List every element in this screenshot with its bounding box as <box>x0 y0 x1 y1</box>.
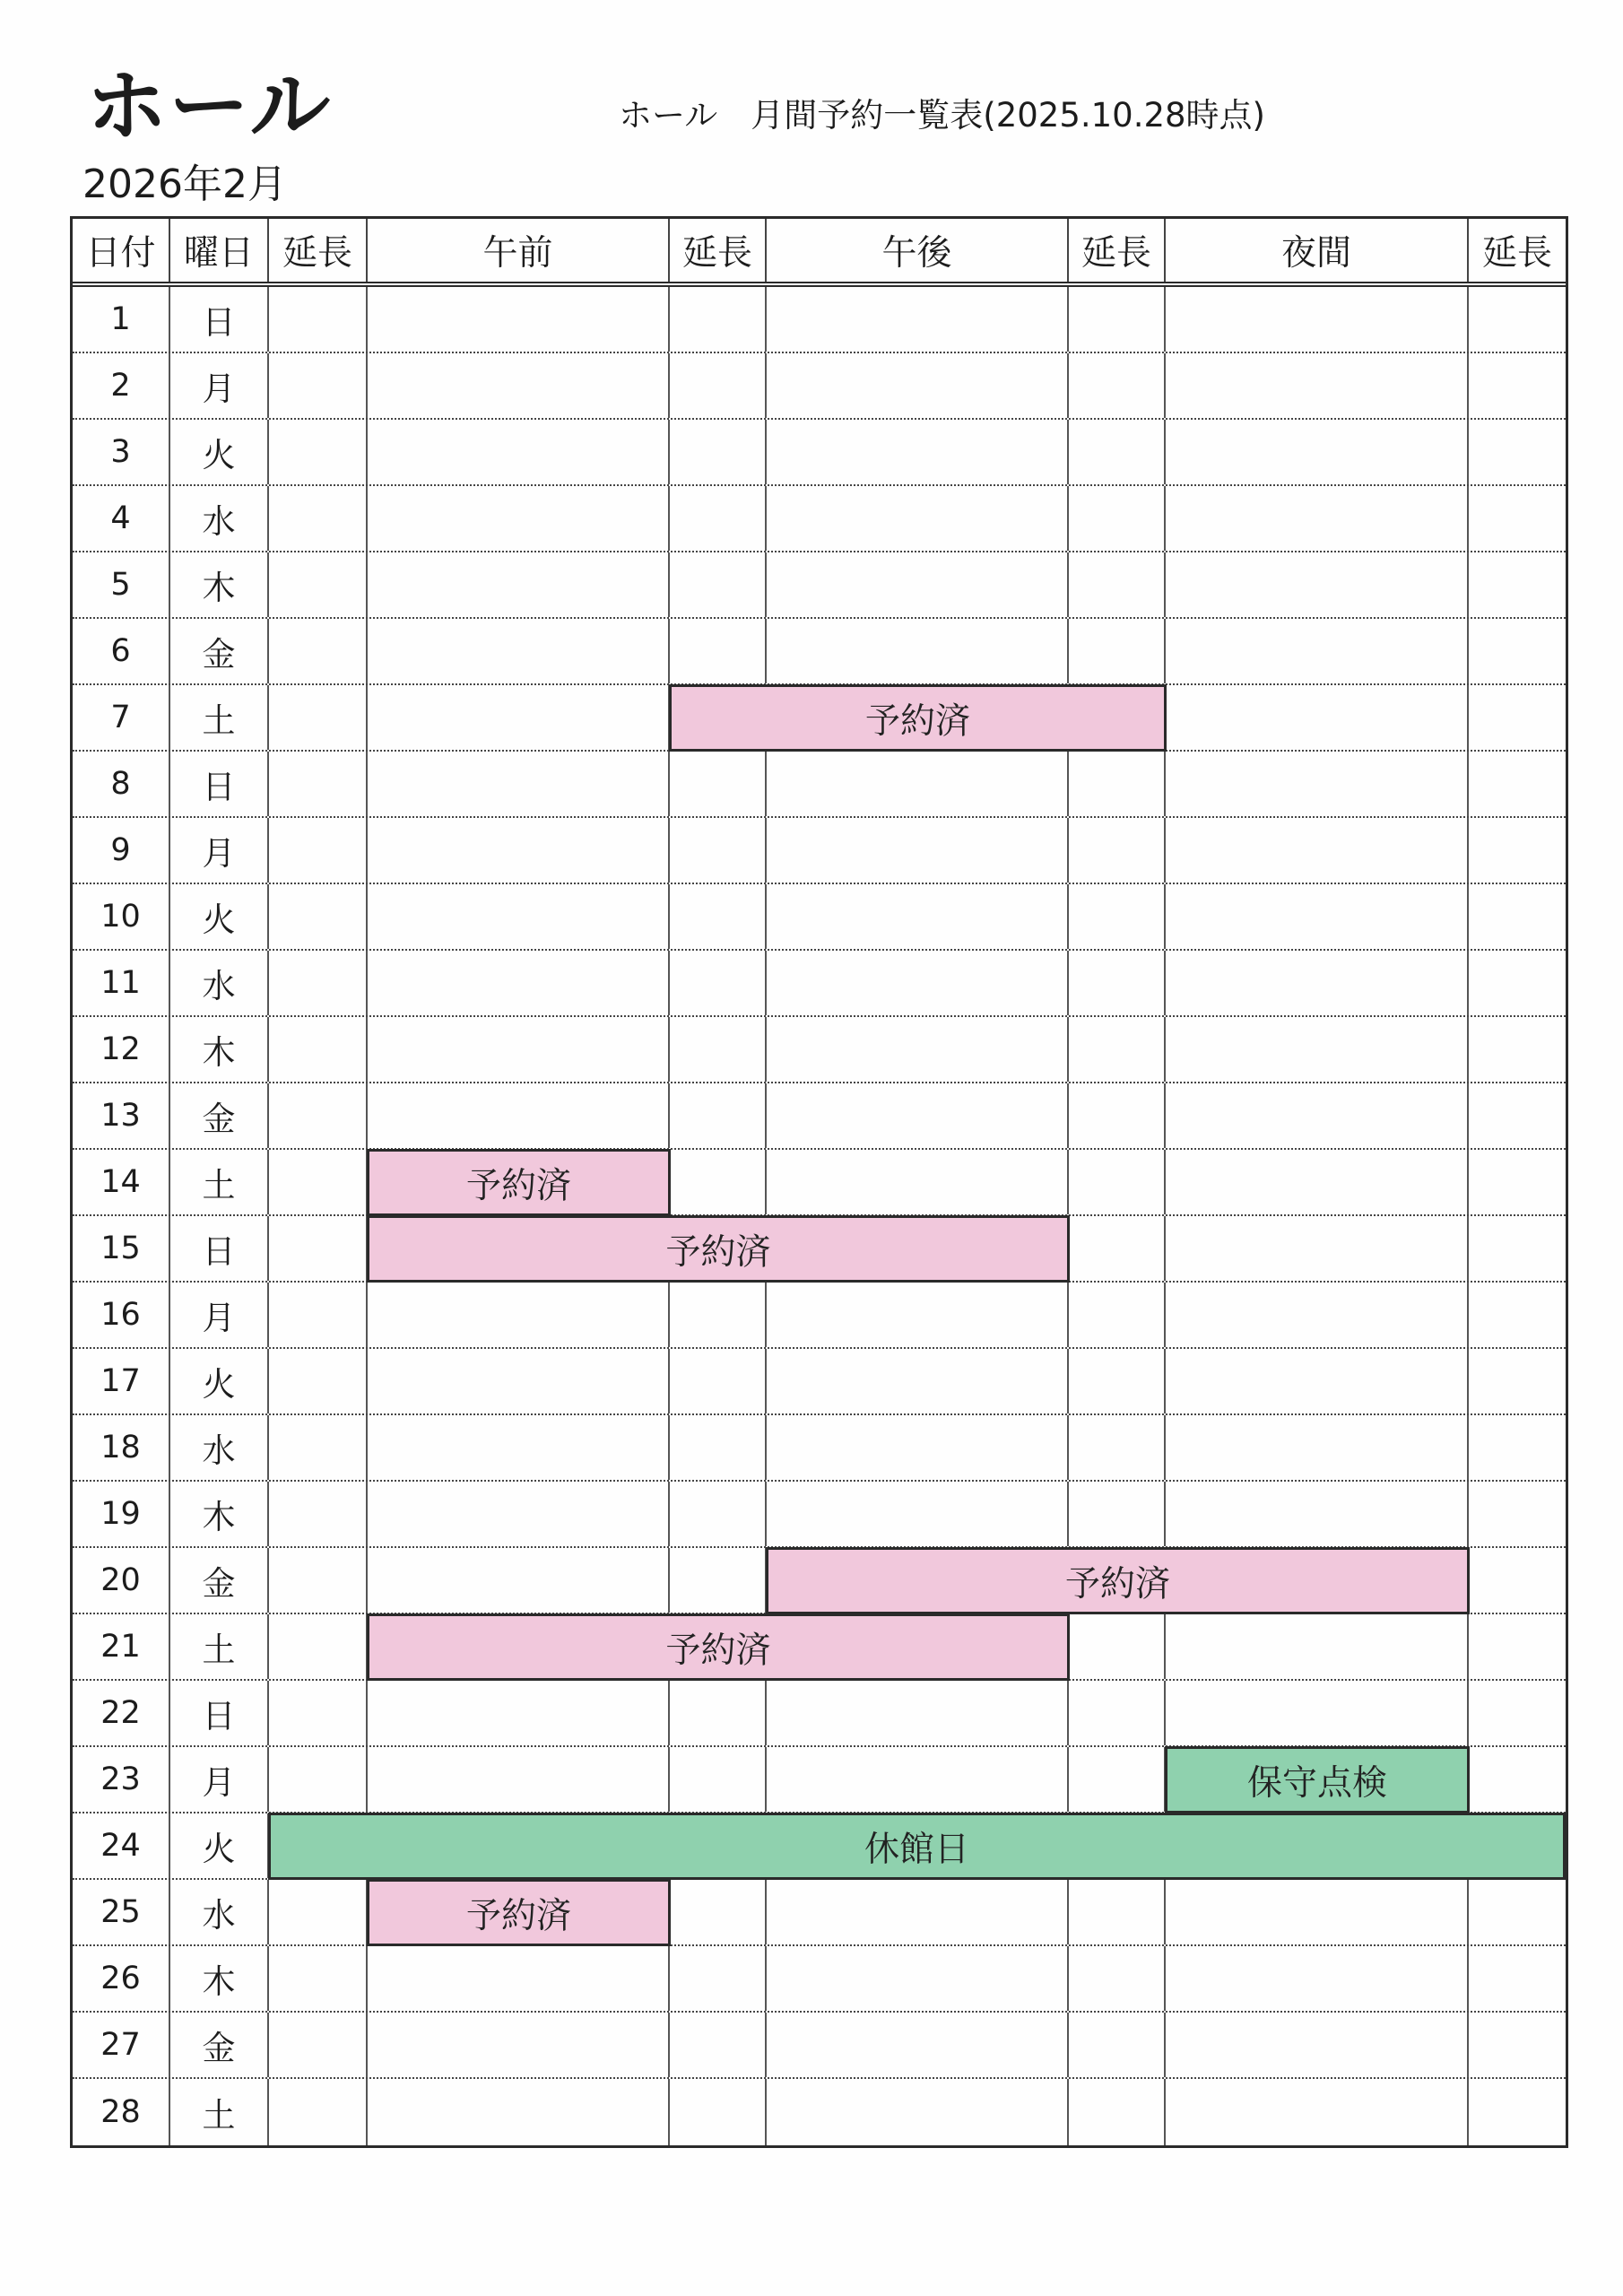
slot-cell <box>269 420 368 484</box>
weekday-cell: 土 <box>170 1150 269 1214</box>
slot-cell <box>1069 1083 1166 1148</box>
header-slot: 午後 <box>767 219 1069 282</box>
slot-cell <box>1166 884 1469 949</box>
slot-cell <box>1469 1017 1566 1082</box>
slot-cell <box>1069 818 1166 883</box>
slot-cell <box>1166 1482 1469 1546</box>
slot-cell <box>269 1747 368 1812</box>
header-slot: 延長 <box>269 219 368 282</box>
slot-cell <box>1469 1880 1566 1944</box>
booking-bar: 予約済 <box>367 1613 1070 1681</box>
slot-cell <box>767 1482 1069 1546</box>
slot-cell <box>1469 1482 1566 1546</box>
slot-cell <box>1069 2013 1166 2077</box>
slot-cell <box>1469 2013 1566 2077</box>
booking-bar: 予約済 <box>367 1215 1070 1283</box>
weekday-cell: 水 <box>170 486 269 551</box>
slot-cell <box>1469 353 1566 418</box>
slot-cell <box>269 1283 368 1347</box>
day-cell: 16 <box>73 1283 170 1347</box>
slot-cell <box>1069 420 1166 484</box>
day-cell: 28 <box>73 2079 170 2145</box>
slot-cell <box>1166 2079 1469 2145</box>
weekday-cell: 水 <box>170 951 269 1015</box>
slot-cell <box>1469 287 1566 352</box>
slot-cell <box>1166 1083 1469 1148</box>
schedule-subtitle: ホール 月間予約一覧表(2025.10.28時点) <box>619 96 1265 135</box>
booking-bar: 予約済 <box>367 1149 671 1216</box>
slot-cell <box>1069 287 1166 352</box>
table-row <box>73 486 1566 552</box>
day-cell: 2 <box>73 353 170 418</box>
day-cell: 4 <box>73 486 170 551</box>
slot-cell <box>368 2079 670 2145</box>
slot-cell <box>767 1017 1069 1082</box>
weekday-cell: 土 <box>170 1614 269 1679</box>
booking-bar: 予約済 <box>766 1547 1470 1614</box>
slot-cell <box>368 2013 670 2077</box>
slot-cell <box>670 1946 767 2011</box>
slot-cell <box>269 685 368 750</box>
header-slot: 午前 <box>368 219 670 282</box>
day-cell: 6 <box>73 619 170 683</box>
slot-cell <box>269 619 368 683</box>
weekday-cell: 土 <box>170 685 269 750</box>
slot-cell <box>1166 1216 1469 1281</box>
table-row <box>73 951 1566 1017</box>
table-row <box>73 1482 1566 1548</box>
slot-cell <box>1469 1349 1566 1413</box>
weekday-cell: 金 <box>170 619 269 683</box>
slot-cell <box>670 1083 767 1148</box>
day-cell: 10 <box>73 884 170 949</box>
weekday-cell: 金 <box>170 2013 269 2077</box>
slot-cell <box>1069 1946 1166 2011</box>
weekday-cell: 火 <box>170 420 269 484</box>
slot-cell <box>670 1349 767 1413</box>
slot-cell <box>767 818 1069 883</box>
slot-cell <box>368 1747 670 1812</box>
day-cell: 7 <box>73 685 170 750</box>
slot-cell <box>670 951 767 1015</box>
slot-cell <box>1166 1415 1469 1480</box>
slot-cell <box>368 1548 670 1613</box>
slot-cell <box>1166 1017 1469 1082</box>
table-row <box>73 1880 1566 1946</box>
slot-cell <box>1469 1150 1566 1214</box>
slot-cell <box>368 420 670 484</box>
slot-cell <box>1069 1150 1166 1214</box>
slot-cell <box>269 951 368 1015</box>
slot-cell <box>368 1946 670 2011</box>
slot-cell <box>1069 1216 1166 1281</box>
header-row <box>73 219 1566 287</box>
slot-cell <box>1166 287 1469 352</box>
slot-cell <box>269 2079 368 2145</box>
hall-title: ホール <box>86 59 333 153</box>
weekday-cell: 月 <box>170 1747 269 1812</box>
slot-cell <box>767 1283 1069 1347</box>
day-cell: 15 <box>73 1216 170 1281</box>
slot-cell <box>1469 685 1566 750</box>
slot-cell <box>269 818 368 883</box>
slot-cell <box>269 486 368 551</box>
slot-cell <box>670 1548 767 1613</box>
slot-cell <box>1069 486 1166 551</box>
slot-cell <box>1469 1946 1566 2011</box>
slot-cell <box>1166 420 1469 484</box>
slot-cell <box>767 353 1069 418</box>
slot-cell <box>767 2013 1069 2077</box>
weekday-cell: 金 <box>170 1083 269 1148</box>
slot-cell <box>670 1017 767 1082</box>
slot-cell <box>1166 1946 1469 2011</box>
table-row <box>73 1150 1566 1216</box>
weekday-cell: 日 <box>170 1216 269 1281</box>
slot-cell <box>1469 1216 1566 1281</box>
slot-cell <box>1069 1681 1166 1745</box>
slot-cell <box>368 619 670 683</box>
day-cell: 26 <box>73 1946 170 2011</box>
slot-cell <box>368 818 670 883</box>
slot-cell <box>269 353 368 418</box>
slot-cell <box>767 1880 1069 1944</box>
slot-cell <box>1469 619 1566 683</box>
slot-cell <box>670 1880 767 1944</box>
booking-bar: 休館日 <box>268 1813 1566 1880</box>
slot-cell <box>670 818 767 883</box>
slot-cell <box>1469 951 1566 1015</box>
table-row <box>73 884 1566 951</box>
slot-cell <box>767 752 1069 816</box>
table-row <box>73 752 1566 818</box>
slot-cell <box>670 1150 767 1214</box>
day-cell: 5 <box>73 552 170 617</box>
slot-cell <box>269 1083 368 1148</box>
slot-cell <box>1166 951 1469 1015</box>
slot-cell <box>1069 1614 1166 1679</box>
slot-cell <box>1069 1482 1166 1546</box>
weekday-cell: 木 <box>170 552 269 617</box>
month-label: 2026年2月 <box>82 161 287 207</box>
slot-cell <box>1469 486 1566 551</box>
slot-cell <box>368 685 670 750</box>
table-row <box>73 353 1566 420</box>
slot-cell <box>1069 619 1166 683</box>
slot-cell <box>1166 685 1469 750</box>
day-cell: 27 <box>73 2013 170 2077</box>
slot-cell <box>368 1017 670 1082</box>
slot-cell <box>670 2013 767 2077</box>
table-row <box>73 287 1566 353</box>
slot-cell <box>269 2013 368 2077</box>
header-slot: 延長 <box>1481 233 1552 274</box>
weekday-cell: 日 <box>170 1681 269 1745</box>
slot-cell <box>368 353 670 418</box>
table-row <box>73 818 1566 884</box>
slot-cell <box>368 486 670 551</box>
table-row <box>73 1415 1566 1482</box>
slot-cell <box>670 884 767 949</box>
weekday-cell: 木 <box>170 1482 269 1546</box>
slot-cell <box>670 1283 767 1347</box>
slot-cell <box>670 1415 767 1480</box>
slot-cell <box>767 420 1069 484</box>
day-cell: 21 <box>73 1614 170 1679</box>
day-cell: 12 <box>73 1017 170 1082</box>
weekday-cell: 木 <box>170 1946 269 2011</box>
slot-cell <box>368 1681 670 1745</box>
slot-cell <box>269 1614 368 1679</box>
slot-cell <box>269 552 368 617</box>
slot-cell <box>1469 1415 1566 1480</box>
slot-cell <box>1469 1083 1566 1148</box>
slot-cell <box>1069 552 1166 617</box>
slot-cell <box>368 884 670 949</box>
table-row <box>73 1083 1566 1150</box>
booking-bar: 予約済 <box>669 684 1167 752</box>
header-date: 日付 <box>73 219 170 282</box>
slot-cell <box>767 1681 1069 1745</box>
table-row <box>73 1946 1566 2013</box>
slot-cell <box>670 752 767 816</box>
slot-cell <box>1166 619 1469 683</box>
weekday-cell: 金 <box>170 1548 269 1613</box>
slot-cell <box>670 1482 767 1546</box>
slot-cell <box>368 1349 670 1413</box>
table-row <box>73 420 1566 486</box>
slot-cell <box>1166 1681 1469 1745</box>
booking-bar: 予約済 <box>367 1879 671 1946</box>
slot-cell <box>1166 552 1469 617</box>
slot-cell <box>1069 1415 1166 1480</box>
slot-cell <box>1069 1283 1166 1347</box>
weekday-cell: 月 <box>170 1283 269 1347</box>
slot-cell <box>1166 752 1469 816</box>
slot-cell <box>767 619 1069 683</box>
weekday-cell: 月 <box>170 353 269 418</box>
slot-cell <box>368 752 670 816</box>
day-cell: 1 <box>73 287 170 352</box>
slot-cell <box>269 1681 368 1745</box>
slot-cell <box>670 486 767 551</box>
slot-cell <box>767 1083 1069 1148</box>
header-slot: 延長 <box>670 219 767 282</box>
weekday-cell: 日 <box>170 287 269 352</box>
slot-cell <box>670 353 767 418</box>
slot-cell <box>269 752 368 816</box>
header-slot: 延長 <box>1069 219 1166 282</box>
slot-cell <box>1166 2013 1469 2077</box>
day-cell: 18 <box>73 1415 170 1480</box>
weekday-cell: 火 <box>170 1813 269 1878</box>
slot-cell <box>767 552 1069 617</box>
slot-cell <box>767 1946 1069 2011</box>
slot-cell <box>269 287 368 352</box>
slot-cell <box>767 884 1069 949</box>
booking-bar: 保守点検 <box>1165 1746 1470 1813</box>
day-cell: 17 <box>73 1349 170 1413</box>
slot-cell <box>767 1747 1069 1812</box>
slot-cell <box>1069 951 1166 1015</box>
table-row <box>73 2079 1566 2145</box>
day-cell: 14 <box>73 1150 170 1214</box>
day-cell: 8 <box>73 752 170 816</box>
slot-cell <box>1469 420 1566 484</box>
slot-cell <box>368 951 670 1015</box>
slot-cell <box>1166 1283 1469 1347</box>
slot-cell <box>1069 1017 1166 1082</box>
slot-cell <box>1069 1880 1166 1944</box>
slot-cell <box>269 1548 368 1613</box>
slot-cell <box>269 884 368 949</box>
slot-cell <box>1469 1681 1566 1745</box>
slot-cell <box>368 1415 670 1480</box>
slot-cell <box>1069 752 1166 816</box>
slot-cell <box>670 287 767 352</box>
slot-cell <box>1166 818 1469 883</box>
slot-cell <box>767 2079 1069 2145</box>
weekday-cell: 火 <box>170 884 269 949</box>
slot-cell <box>767 486 1069 551</box>
slot-cell <box>269 1482 368 1546</box>
slot-cell <box>767 1150 1069 1214</box>
slot-cell <box>1469 1548 1566 1613</box>
slot-cell <box>1069 1747 1166 1812</box>
slot-cell <box>368 1283 670 1347</box>
slot-cell <box>670 1681 767 1745</box>
slot-cell <box>1469 884 1566 949</box>
day-cell: 20 <box>73 1548 170 1613</box>
slot-cell <box>1166 353 1469 418</box>
slot-cell <box>1166 1614 1469 1679</box>
slot-cell <box>269 1216 368 1281</box>
slot-cell <box>269 1017 368 1082</box>
table-row <box>73 1017 1566 1083</box>
slot-cell <box>670 619 767 683</box>
slot-cell <box>1069 1349 1166 1413</box>
day-cell: 25 <box>73 1880 170 1944</box>
slot-cell <box>767 1415 1069 1480</box>
slot-cell <box>767 1349 1069 1413</box>
slot-cell <box>1069 884 1166 949</box>
header-slot: 夜間 <box>1166 219 1469 282</box>
table-row <box>73 552 1566 619</box>
slot-cell <box>269 1880 368 1944</box>
slot-cell <box>1166 1880 1469 1944</box>
day-cell: 19 <box>73 1482 170 1546</box>
day-cell: 23 <box>73 1747 170 1812</box>
slot-cell <box>1069 2079 1166 2145</box>
slot-cell <box>1469 1747 1566 1812</box>
slot-cell <box>767 287 1069 352</box>
slot-cell <box>1469 2079 1566 2145</box>
slot-cell <box>670 420 767 484</box>
weekday-cell: 日 <box>170 752 269 816</box>
slot-cell <box>368 1083 670 1148</box>
slot-cell <box>1469 1283 1566 1347</box>
reservation-table <box>70 216 1568 2148</box>
weekday-cell: 水 <box>170 1415 269 1480</box>
header-weekday: 曜日 <box>170 219 269 282</box>
slot-cell <box>269 1349 368 1413</box>
slot-cell <box>670 1747 767 1812</box>
slot-cell <box>767 951 1069 1015</box>
table-row <box>73 619 1566 685</box>
slot-cell <box>1469 552 1566 617</box>
slot-cell <box>269 1946 368 2011</box>
slot-cell <box>269 1150 368 1214</box>
weekday-cell: 木 <box>170 1017 269 1082</box>
table-row <box>73 1283 1566 1349</box>
slot-cell <box>1166 486 1469 551</box>
slot-cell <box>1469 752 1566 816</box>
slot-cell <box>1469 1614 1566 1679</box>
weekday-cell: 月 <box>170 818 269 883</box>
day-cell: 3 <box>73 420 170 484</box>
day-cell: 24 <box>73 1813 170 1878</box>
day-cell: 9 <box>73 818 170 883</box>
slot-cell <box>1069 353 1166 418</box>
slot-cell <box>1166 1150 1469 1214</box>
day-cell: 13 <box>73 1083 170 1148</box>
slot-cell <box>670 552 767 617</box>
slot-cell <box>368 552 670 617</box>
slot-cell <box>368 1482 670 1546</box>
weekday-cell: 土 <box>170 2079 269 2145</box>
weekday-cell: 火 <box>170 1349 269 1413</box>
slot-cell <box>1469 818 1566 883</box>
weekday-cell: 水 <box>170 1880 269 1944</box>
slot-cell <box>670 2079 767 2145</box>
slot-cell <box>1166 1349 1469 1413</box>
table-row <box>73 1681 1566 1747</box>
slot-cell <box>269 1415 368 1480</box>
day-cell: 22 <box>73 1681 170 1745</box>
day-cell: 11 <box>73 951 170 1015</box>
slot-cell <box>368 287 670 352</box>
table-row <box>73 1349 1566 1415</box>
table-row <box>73 2013 1566 2079</box>
